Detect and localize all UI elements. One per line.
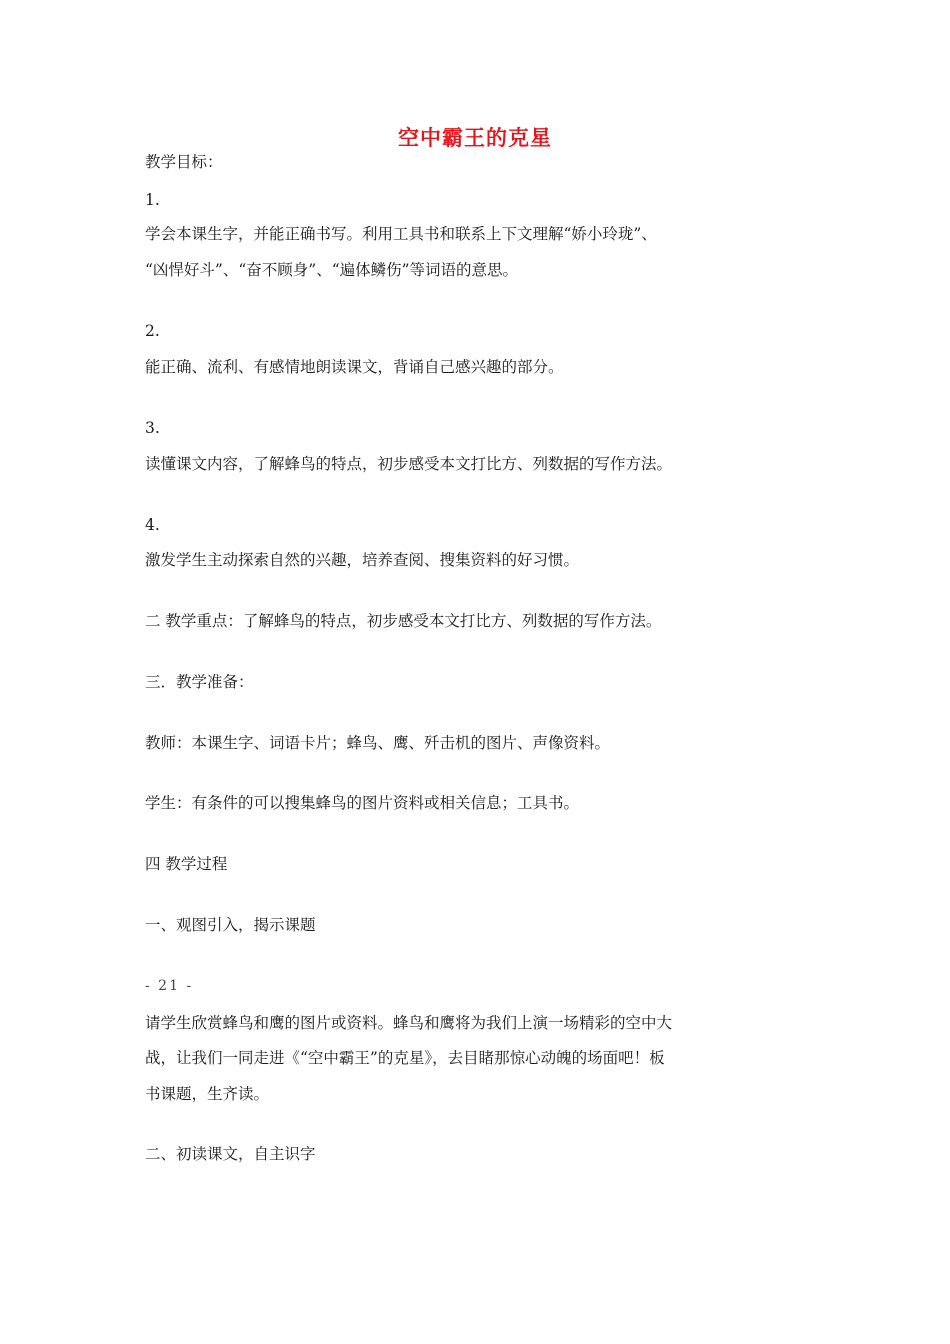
page-number: - 21 - [145,978,194,994]
section-heading-objectives: 教学目标： [145,153,223,171]
step-2-heading: 二、初读课文，自主识字 [145,1145,316,1163]
objective-1-line-1: 学会本课生字，并能正确书写。利用工具书和联系上下文理解“娇小玲珑”、 [145,225,657,243]
objective-3-line: 读懂课文内容，了解蜂鸟的特点，初步感受本文打比方、列数据的写作方法。 [145,455,673,473]
list-number-4: 4. [145,516,160,534]
step-1-body-line-3: 书课题，生齐读。 [145,1085,270,1103]
list-number-1: 1. [145,191,160,209]
student-preparation: 学生：有条件的可以搜集蜂鸟的图片资料或相关信息；工具书。 [145,794,580,812]
list-number-2: 2. [145,322,160,340]
objective-2-line: 能正确、流利、有感情地朗读课文，背诵自己感兴趣的部分。 [145,358,564,376]
step-1-body-line-1: 请学生欣赏蜂鸟和鹰的图片或资料。蜂鸟和鹰将为我们上演一场精彩的空中大 [145,1014,673,1032]
page-title: 空中霸王的克星 [398,126,552,150]
objective-4-line: 激发学生主动探索自然的兴趣，培养查阅、搜集资料的好习惯。 [145,551,580,569]
objective-1-line-2: “凶悍好斗”、“奋不顾身”、“遍体鳞伤”等词语的意思。 [145,261,519,279]
section-key-points: 二 教学重点：了解蜂鸟的特点，初步感受本文打比方、列数据的写作方法。 [145,612,662,630]
step-1-heading: 一、观图引入，揭示课题 [145,916,316,934]
teacher-preparation: 教师：本课生字、词语卡片；蜂鸟、鹰、歼击机的图片、声像资料。 [145,734,611,752]
section-preparation: 三．教学准备： [145,673,254,691]
list-number-3: 3. [145,419,160,437]
step-1-body-line-2: 战，让我们一同走进《“空中霸王”的克星》，去目睹那惊心动魄的场面吧！板 [145,1049,665,1067]
section-teaching-process: 四 教学过程 [145,855,228,873]
